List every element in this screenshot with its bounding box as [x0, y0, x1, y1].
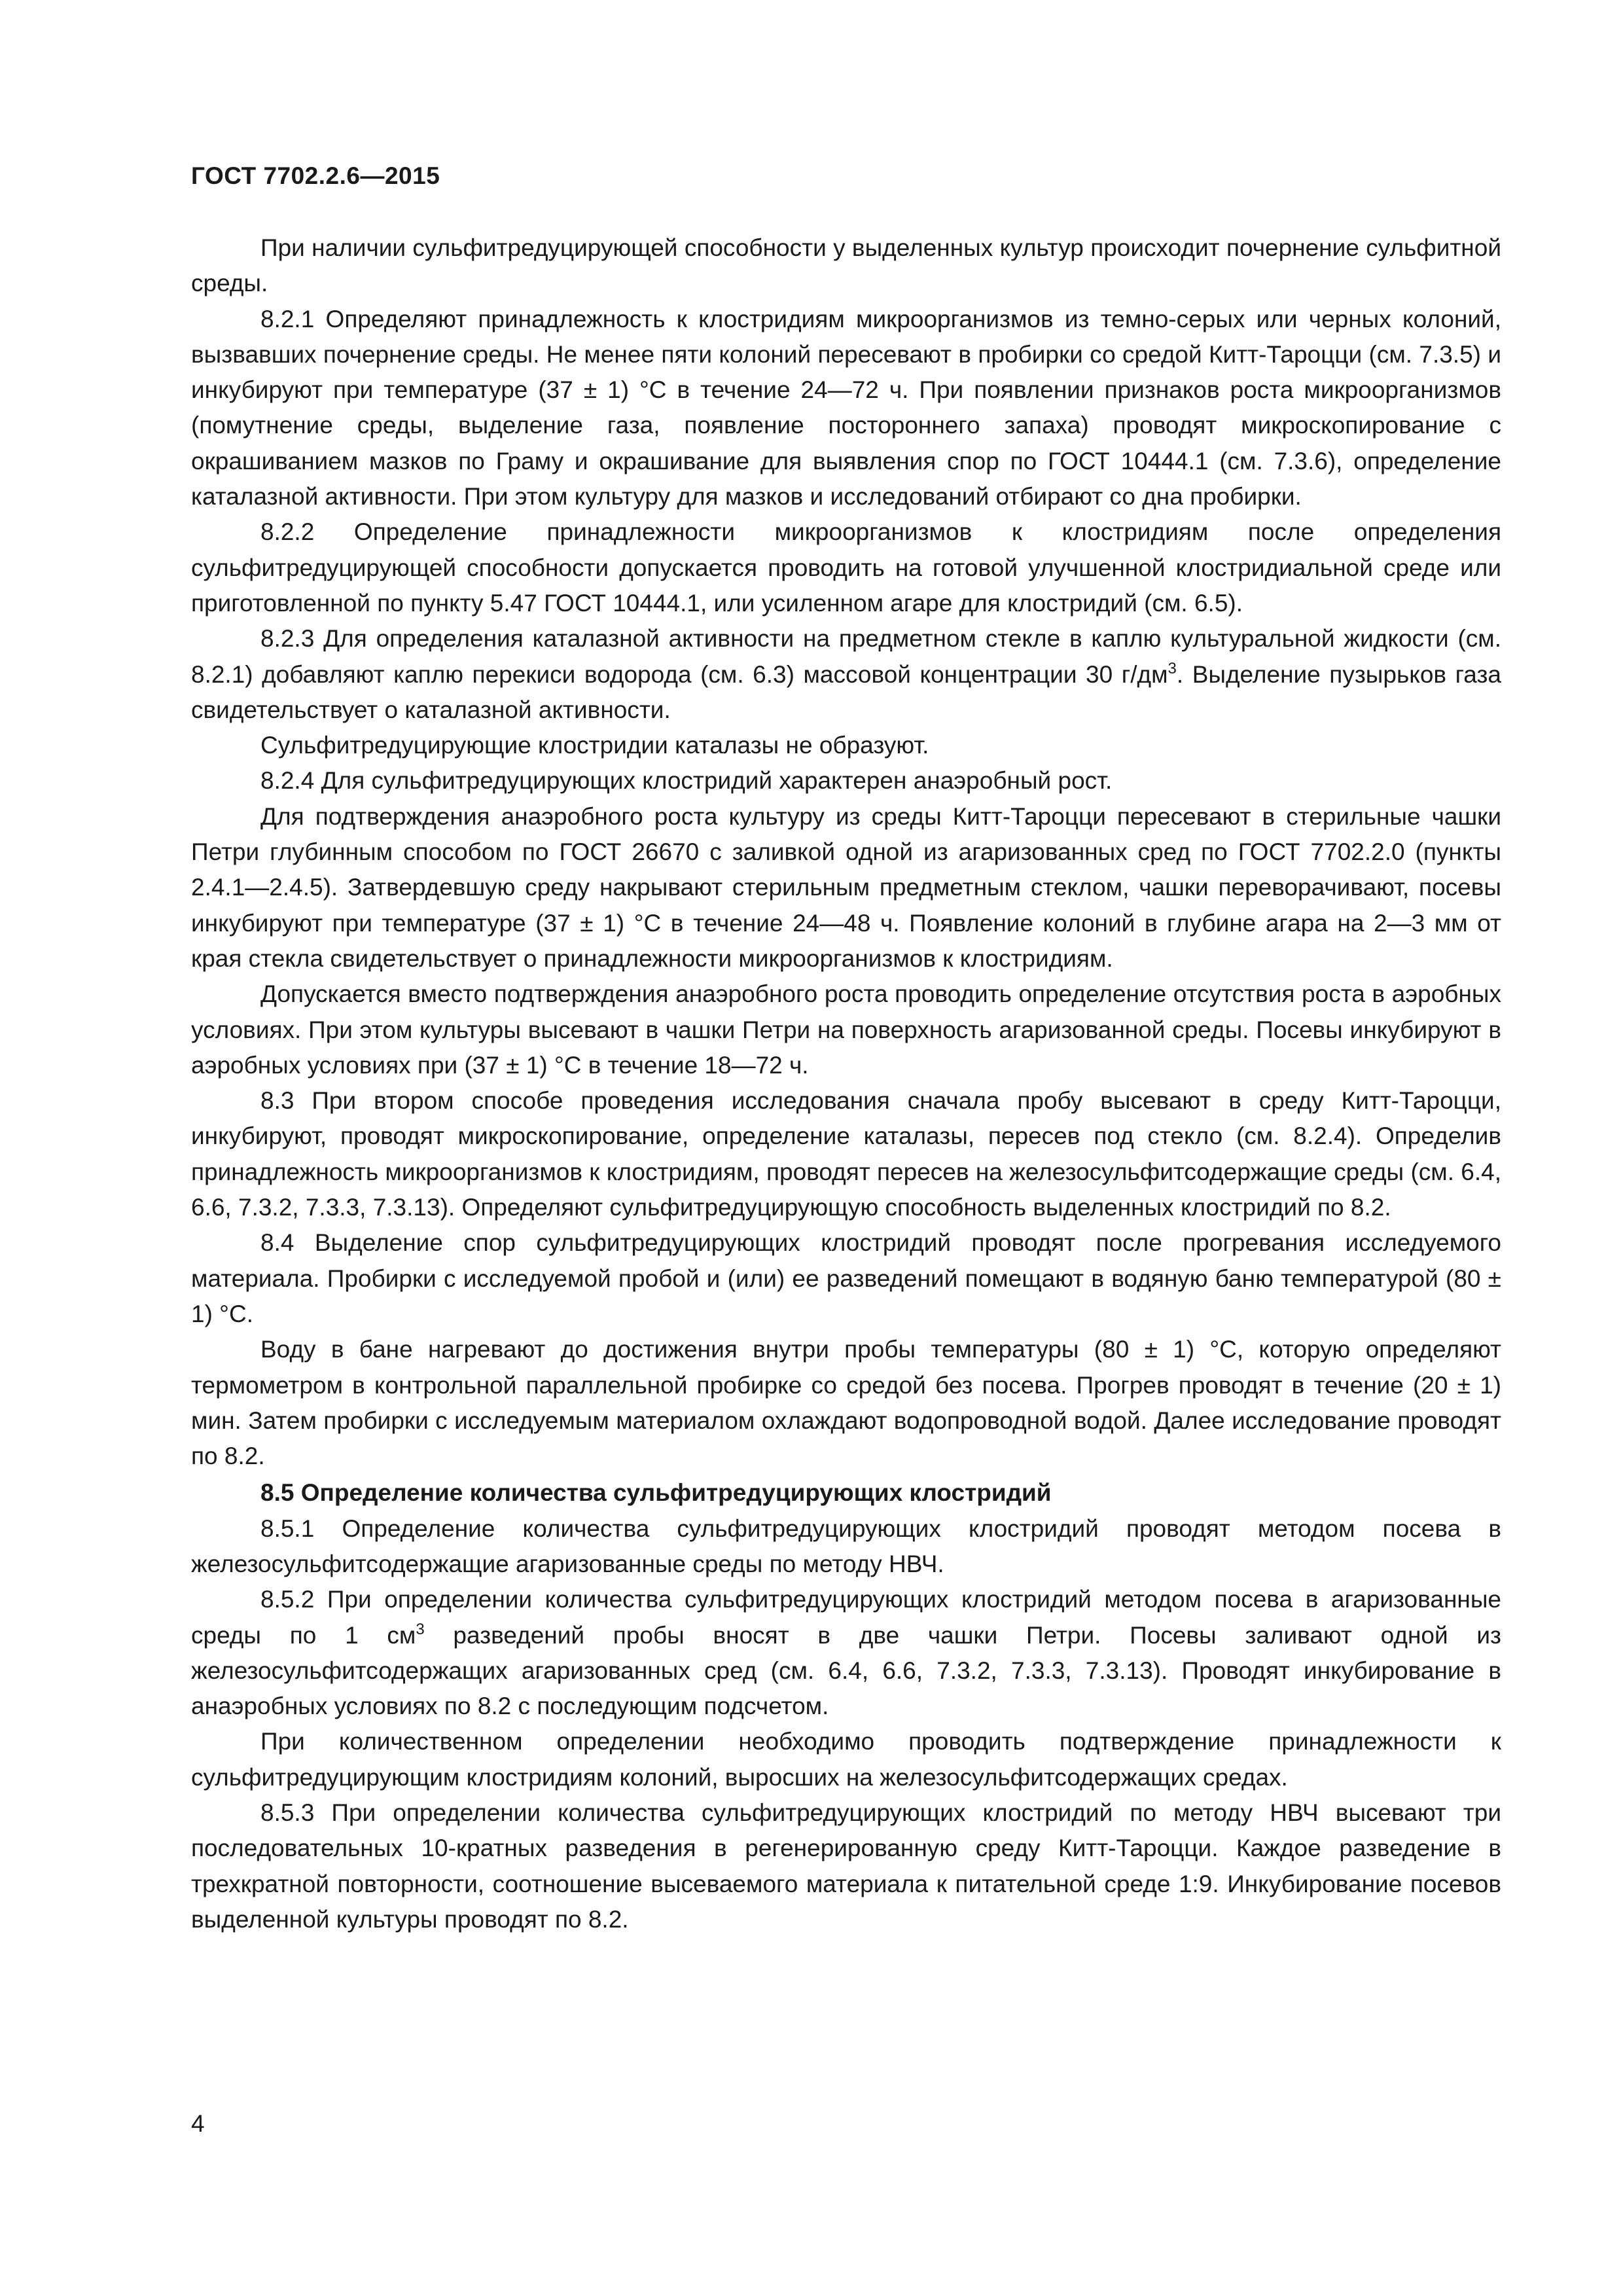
- section-heading-8-5: 8.5 Определение количества сульфитредуцирующих клостридий: [260, 1479, 1052, 1507]
- document-header: ГОСТ 7702.2.6—2015: [191, 162, 440, 189]
- paragraph-text-tail: разведений пробы вносят в две чашки Петри. Посевы заливают одной из железосульфитсодержащих агаризованных сред (см. 6.4, 6.6, 7.3.2, 7.3.3, 7.3.13). Проводят инкубирование в анаэробных условиях по 8.2 с последующим подсчетом.: [191, 1621, 1501, 1720]
- paragraph-text-tail: . Выделение пузырьков газа свидетельствует о каталазной активности.: [191, 660, 1501, 723]
- superscript: 3: [1168, 659, 1177, 677]
- superscript: 3: [416, 1620, 425, 1638]
- paragraph-8-5-3: 8.5.3 При определении количества сульфитредуцирующих клостридий по методу НВЧ высевают три последовательных 10-кратных разведения в регенерированную среду Китт-Тароцци. Каждое разведение в трехкратной повторности, соотношение высеваемого материала к питательной среде 1:9. Инкубирование посевов выделенной культуры проводят по 8.2.: [191, 1799, 1501, 1933]
- paragraph: Для подтверждения анаэробного роста культуру из среды Китт-Тароцци пересевают в стерильные чашки Петри глубинным способом по ГОСТ 26670 с заливкой одной из агаризованных сред по ГОСТ 7702.2.0 (пункты 2.4.1—2.4.5). Затвердевшую среду накрывают стерильным предметным стеклом, чашки переворачивают, посевы инкубируют при температуре (37 ± 1) °С в течение 24—48 ч. Появление колоний в глубине агара на 2—3 мм от края стекла свидетельствует о принадлежности микроорганизмов к клостридиям.: [191, 802, 1501, 972]
- paragraph-8-2-1: 8.2.1 Определяют принадлежность к клостридиям микроорганизмов из темно-серых или черных колоний, вызвавших почернение среды. Не менее пяти колоний пересевают в пробирки со средой Китт-Тароцци (см. 7.3.5) и инкубируют при температуре (37 ± 1) °С в течение 24—72 ч. При появлении признаков роста микроорганизмов (помутнение среды, выделение газа, появление постороннего запаха) проводят микроскопирование с окрашиванием мазков по Граму и окрашивание для выявления спор по ГОСТ 10444.1 (см. 7.3.6), определение каталазной активности. При этом культуру для мазков и исследований отбирают со дна пробирки.: [191, 305, 1501, 511]
- paragraph: Сульфитредуцирующие клостридии каталазы не образуют.: [260, 732, 929, 759]
- paragraph-8-5-2: [191, 1582, 1501, 1724]
- paragraph: Допускается вместо подтверждения анаэробного роста проводить определение отсутствия роста в аэробных условиях. При этом культуры высевают в чашки Петри на поверхность агаризованной среды. Посевы инкубируют в аэробных условиях при (37 ± 1) °С в течение 18—72 ч.: [191, 980, 1501, 1079]
- paragraph-8-2-4: 8.2.4 Для сульфитредуцирующих клостридий характерен анаэробный рост.: [260, 767, 1113, 795]
- paragraph-8-4: 8.4 Выделение спор сульфитредуцирующих клостридий проводят после прогревания исследуемого материала. Пробирки с исследуемой пробой и (или) ее разведений помещают в водяную баню температурой (80 ± 1) °С.: [191, 1229, 1501, 1327]
- paragraph-8-5-1: 8.5.1 Определение количества сульфитредуцирующих клостридий проводят методом посева в железосульфитсодержащие агаризованные среды по методу НВЧ.: [191, 1515, 1501, 1577]
- paragraph-text: 8.5.2 При определении количества сульфитредуцирующих клостридий методом посева в агаризованные среды по 1 см: [191, 1586, 1501, 1649]
- page-number: 4: [191, 2110, 205, 2137]
- paragraph: При наличии сульфитредуцирующей способности у выделенных культур происходит почернение сульфитной среды.: [191, 234, 1501, 297]
- document-body: [191, 230, 1501, 1937]
- paragraph: Воду в бане нагревают до достижения внутри пробы температуры (80 ± 1) °С, которую определяют термометром в контрольной параллельной пробирке со средой без посева. Прогрев проводят в течение (20 ± 1) мин. Затем пробирки с исследуемым материалом охлаждают водопроводной водой. Далее исследование проводят по 8.2.: [191, 1336, 1501, 1470]
- paragraph-8-3: 8.3 При втором способе проведения исследования сначала пробу высевают в среду Китт-Тароцци, инкубируют, проводят микроскопирование, определение каталазы, пересев под стекло (см. 8.2.4). Определив принадлежность микроорганизмов к клостридиям, проводят пересев на железосульфитсодержащие среды (см. 6.4, 6.6, 7.3.2, 7.3.3, 7.3.13). Определяют сульфитредуцирующую способность выделенных клостридий по 8.2.: [191, 1087, 1501, 1221]
- paragraph-8-2-3: [191, 621, 1501, 728]
- paragraph: При количественном определении необходимо проводить подтверждение принадлежности к сульфитредуцирующим клостридиям колоний, выросших на железосульфитсодержащих средах.: [191, 1728, 1501, 1791]
- paragraph-8-2-2: 8.2.2 Определение принадлежности микроорганизмов к клостридиям после определения сульфитредуцирующей способности допускается проводить на готовой улучшенной клостридиальной среде или приготовленной по пункту 5.47 ГОСТ 10444.1, или усиленном агаре для клостридий (см. 6.5).: [191, 518, 1501, 617]
- paragraph-text: 8.2.3 Для определения каталазной активности на предметном стекле в каплю культуральной жидкости (см. 8.2.1) добавляют каплю перекиси водорода (см. 6.3) массовой концентрации 30 г/дм: [191, 625, 1501, 688]
